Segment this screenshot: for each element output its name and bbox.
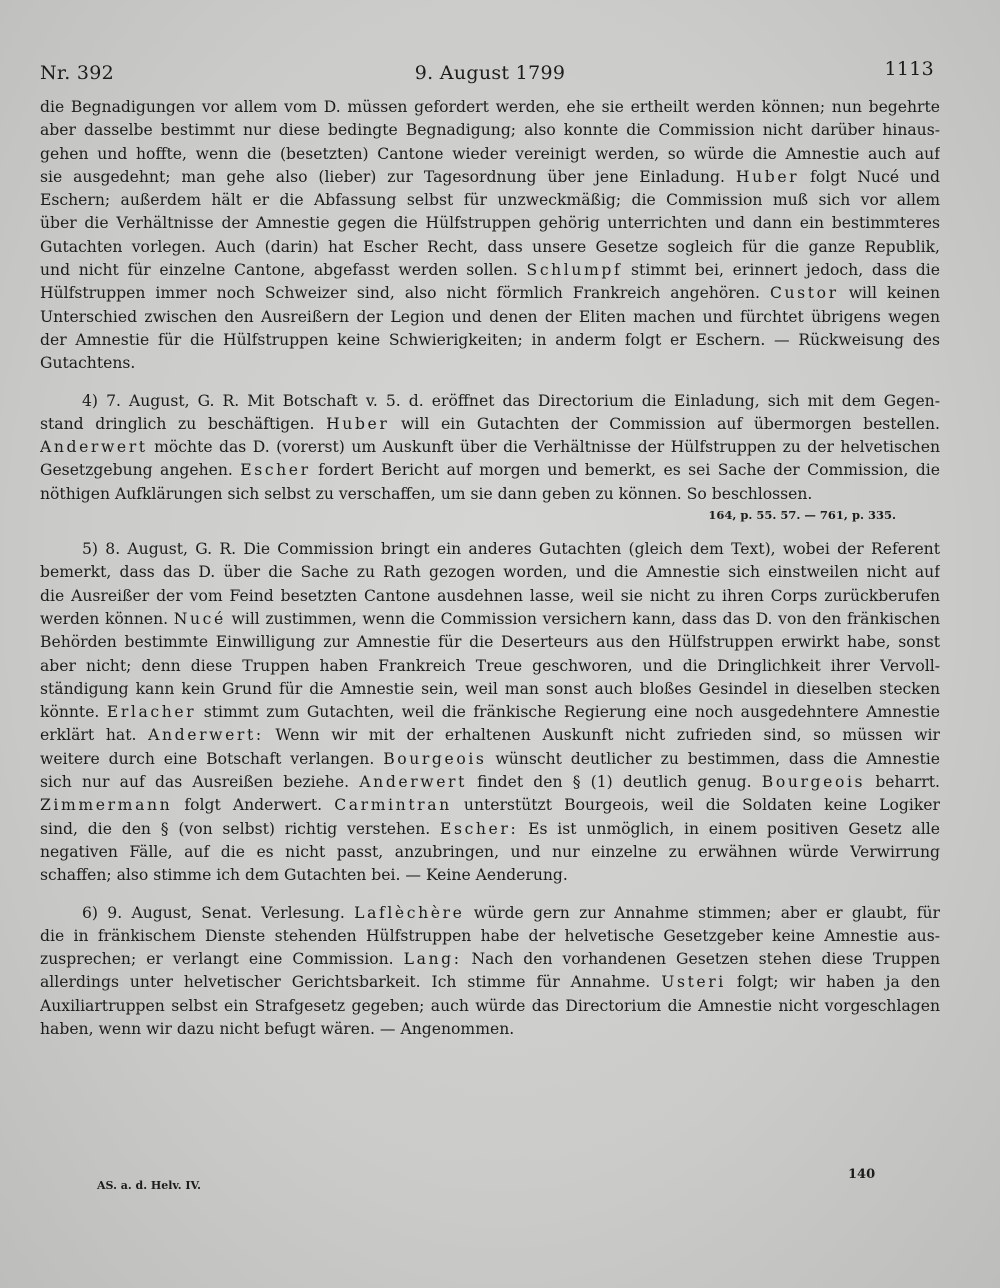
text-line xyxy=(40,329,940,352)
text-line xyxy=(40,96,940,119)
text-line xyxy=(40,483,940,506)
speaker-name: Carmintran xyxy=(334,796,452,815)
text-run: würde gern zur Annahme stimmen; aber er glaubt, für xyxy=(464,903,940,922)
text-line xyxy=(40,119,940,142)
speaker-name: Nucé xyxy=(173,609,226,628)
text-line xyxy=(40,538,940,561)
document-number: Nr. 392 xyxy=(40,62,115,84)
text-run: beharrt. xyxy=(865,773,940,792)
text-run: Wenn wir mit der erhaltenen Auskunft nicht zufrieden sind, so müssen wir xyxy=(263,726,940,745)
text-run: nöthigen Aufklärungen sich selbst zu verschaffen, um sie dann geben zu können. So beschlossen. xyxy=(40,484,813,503)
speaker-name: Escher: xyxy=(440,819,519,838)
text-run: fordert Bericht auf morgen und bemerkt, es sei Sache der Commission, die xyxy=(310,461,940,480)
text-line xyxy=(40,925,940,948)
text-line xyxy=(40,678,940,701)
text-run: Unterschied zwischen den Ausreißern der Legion und denen der Eliten machen und fürchtet übrigens wegen xyxy=(40,307,940,326)
text-run: weitere durch eine Botschaft verlangen. xyxy=(40,749,384,768)
text-run: Gutachten vorlegen. Auch (darin) hat Escher Recht, dass unsere Gesetze sogleich für die ganze Republik, xyxy=(40,237,940,256)
text-run: Gesetzgebung angehen. xyxy=(40,461,241,480)
speaker-name: Custor xyxy=(770,284,839,303)
text-run: über die Verhältnisse der Amnestie gegen die Hülfstruppen gehörig unterrichten und dann ein bestimmteres xyxy=(40,214,940,233)
speaker-name: Bourgeois xyxy=(383,749,487,768)
text-run: wünscht deutlicher zu bestimmen, dass die Amnestie xyxy=(486,749,940,768)
text-line xyxy=(40,631,940,654)
paragraph xyxy=(40,902,940,1042)
text-line xyxy=(40,236,940,259)
text-line xyxy=(40,459,940,482)
text-line xyxy=(40,352,940,375)
text-line xyxy=(40,771,940,794)
text-run: allerdings unter helvetischer Gerichtsbarkeit. Ich stimme für Annahme. xyxy=(40,973,662,992)
text-run: die Begnadigungen vor allem vom D. müssen gefordert werden, ehe sie ertheilt werden können; nun begehrte xyxy=(40,98,940,116)
text-line xyxy=(40,166,940,189)
text-run: unterstützt Bourgeois, weil die Soldaten keine Logiker xyxy=(451,796,940,815)
text-run: Eschern; außerdem hält er die Abfassung selbst für unzweckmäßig; die Commission muß sich vor allem xyxy=(40,191,940,210)
text-line xyxy=(40,948,940,971)
paragraph xyxy=(40,538,940,887)
text-run: haben, wenn wir dazu nicht befugt wären. — Angenommen. xyxy=(40,1019,515,1038)
text-line xyxy=(40,413,940,436)
text-run: der Amnestie für die Hülfstruppen keine Schwierigkeiten; in anderm folgt er Eschern. — Rückweisung des xyxy=(40,330,940,349)
text-line xyxy=(40,724,940,747)
speaker-name: Anderwert xyxy=(359,773,467,792)
text-line xyxy=(40,864,940,887)
text-line xyxy=(40,306,940,329)
text-line xyxy=(40,748,940,771)
text-run: folgt Anderwert. xyxy=(172,796,335,815)
text-run: sind, die den § (von selbst) richtig verstehen. xyxy=(40,819,440,838)
paragraph xyxy=(40,390,940,524)
text-line xyxy=(40,902,940,925)
speaker-name: Huber xyxy=(326,414,390,433)
text-line xyxy=(40,971,940,994)
text-run: erklärt hat. xyxy=(40,726,149,745)
speaker-name: Bourgeois xyxy=(761,773,866,792)
text-run: Gutachtens. xyxy=(40,354,136,373)
speaker-name: Escher xyxy=(240,461,311,480)
speaker-name: Zimmermann xyxy=(40,796,173,815)
text-line xyxy=(40,212,940,235)
document-body xyxy=(40,96,940,1041)
text-run: die in fränkischem Dienste stehenden Hülfstruppen habe der helvetische Gesetzgeber keine Amnestie aus- xyxy=(40,926,940,945)
text-run: 4) 7. August, G. R. Mit Botschaft v. 5. d. eröffnet das Directorium die Einladung, sich mit dem Gegen- xyxy=(82,391,940,410)
text-line xyxy=(40,189,940,212)
text-run: stand dringlich zu beschäftigen. xyxy=(40,414,327,433)
text-line xyxy=(40,1018,940,1041)
text-line xyxy=(40,818,940,841)
text-line xyxy=(40,841,940,864)
text-run: Hülfstruppen immer noch Schweizer sind, also nicht förmlich Frankreich angehören. xyxy=(40,284,770,303)
header-date: 9. August 1799 xyxy=(414,62,566,84)
text-run: Auxiliartruppen selbst ein Strafgesetz gegeben; auch würde das Directorium die Amnestie nicht vorgeschlagen xyxy=(40,996,940,1015)
speaker-name: Usteri xyxy=(661,973,726,992)
page-header xyxy=(40,58,940,88)
text-run: will ein Gutachten der Commission auf übermorgen bestellen. xyxy=(389,414,940,433)
text-run: sich nur auf das Ausreißen beziehe. xyxy=(40,773,360,792)
footer-signature: 140 xyxy=(848,1167,876,1182)
text-run: folgt Nucé und xyxy=(799,167,940,186)
text-run: und nicht für einzelne Cantone, abgefasst werden sollen. xyxy=(40,261,527,280)
text-run: gehen und hoffte, wenn die (besetzten) Cantone wieder vereinigt werden, so würde die Amnestie auch auf xyxy=(40,144,940,163)
text-run: sie ausgedehnt; man gehe also (lieber) zur Tagesordnung über jene Einladung. xyxy=(40,167,736,186)
text-run: werden können. xyxy=(40,609,174,628)
speaker-name: Erlacher xyxy=(106,703,197,722)
text-run: stimmt bei, erinnert jedoch, dass die xyxy=(622,261,940,280)
text-line xyxy=(40,390,940,413)
text-run: schaffen; also stimme ich dem Gutachten bei. — Keine Aenderung. xyxy=(40,866,568,885)
text-run: aber nicht; denn diese Truppen haben Frankreich Treue geschworen, und die Dringlichkeit ihrer Vervoll- xyxy=(40,656,940,675)
speaker-name: Laflèchère xyxy=(354,903,465,922)
speaker-name: Anderwert: xyxy=(148,726,264,745)
text-run: stimmt zum Gutachten, weil die fränkische Regierung eine noch ausgedehntere Amnestie xyxy=(196,703,940,722)
text-run: Nach den vorhandenen Gesetzen stehen diese Truppen xyxy=(461,950,940,969)
text-run: möchte das D. (vorerst) um Auskunft über die Verhältnisse der Hülfstruppen zu der helvetischen xyxy=(147,438,940,457)
text-line xyxy=(40,655,940,678)
text-line xyxy=(40,282,940,305)
text-line xyxy=(40,794,940,817)
text-run: aber dasselbe bestimmt nur diese bedingte Begnadigung; also konnte die Commission nicht darüber hinaus- xyxy=(40,121,940,140)
text-run: 6) 9. August, Senat. Verlesung. xyxy=(82,903,355,922)
text-line xyxy=(40,995,940,1018)
text-run: folgt; wir haben ja den xyxy=(725,973,940,992)
footer-source: AS. a. d. Helv. IV. xyxy=(97,1179,201,1192)
text-run: bemerkt, dass das D. über die Sache zu Rath gezogen worden, und die Amnestie sich einstweilen nicht auf xyxy=(40,563,940,582)
text-run: Es ist unmöglich, in einem positiven Gesetz alle xyxy=(518,819,940,838)
speaker-name: Huber xyxy=(735,167,800,186)
text-line xyxy=(40,561,940,584)
text-line xyxy=(40,608,940,631)
text-run: will zustimmen, wenn die Commission versichern kann, dass das D. von den fränkischen xyxy=(225,609,940,628)
text-run: 5) 8. August, G. R. Die Commission bringt ein anderes Gutachten (gleich dem Text), wobei der Referent xyxy=(82,540,940,559)
text-run: findet den § (1) deutlich genug. xyxy=(466,773,762,792)
text-run: könnte. xyxy=(40,703,107,722)
text-run: will keinen xyxy=(838,284,940,303)
page-number: 1113 xyxy=(884,58,934,80)
text-line xyxy=(40,143,940,166)
speaker-name: Anderwert xyxy=(40,438,148,457)
source-reference: 164, p. 55. 57. — 761, p. 335. xyxy=(708,508,896,523)
text-run: Behörden bestimmte Einwilligung zur Amnestie für die Deserteurs aus den Hülfstruppen erwirkt habe, sonst xyxy=(40,633,940,652)
paragraph xyxy=(40,96,940,376)
speaker-name: Lang: xyxy=(403,950,462,969)
text-run: die Ausreißer der vom Feind besetzten Cantone ausdehnen lasse, weil sie nicht zu ihren Corps zurückberufen xyxy=(40,586,940,605)
text-run: zusprechen; er verlangt eine Commission. xyxy=(40,950,404,969)
text-run: ständigung kann kein Grund für die Amnestie sein, weil man sonst auch bloßes Gesindel in dieselben stecken xyxy=(40,679,940,698)
text-run: negativen Fälle, auf die es nicht passt, anzubringen, und nur einzelne zu erwähnen würde Verwirrung xyxy=(40,842,940,861)
text-line xyxy=(40,585,940,608)
text-line xyxy=(40,701,940,724)
text-line xyxy=(40,436,940,459)
speaker-name: Schlumpf xyxy=(526,261,623,280)
text-line xyxy=(40,259,940,282)
